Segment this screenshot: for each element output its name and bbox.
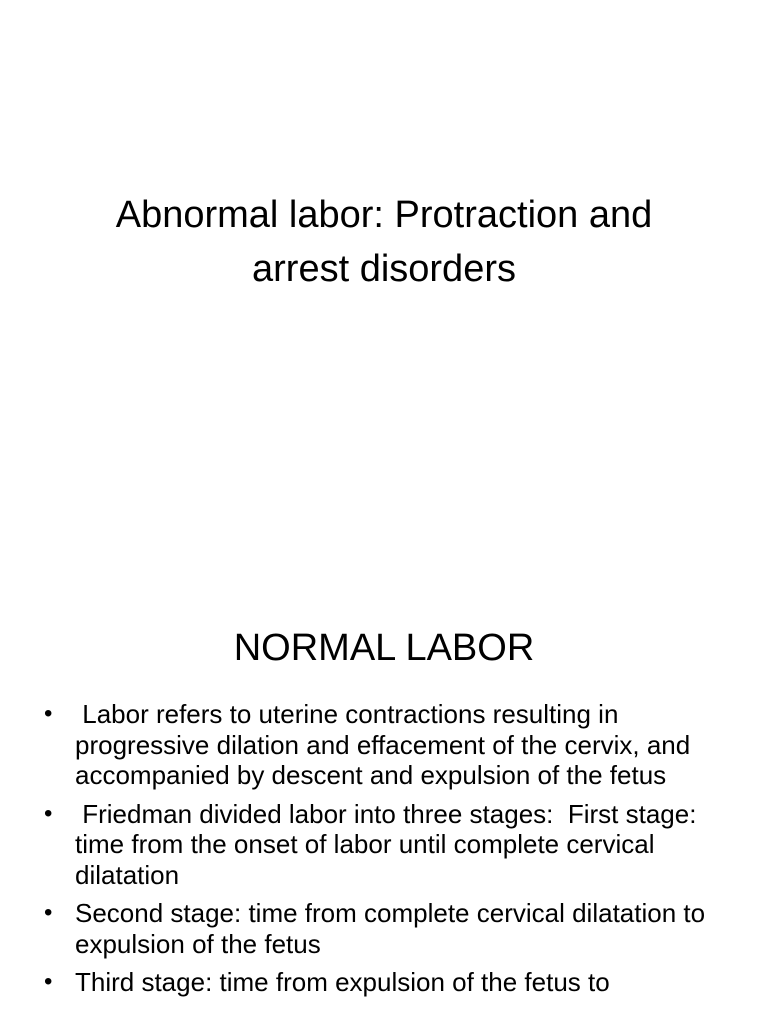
slide-title bbox=[40, 188, 728, 296]
bullet-item bbox=[40, 898, 730, 959]
bullet-icon: • bbox=[44, 700, 53, 727]
slide-title-line-2: arrest disorders bbox=[252, 248, 516, 290]
bullet-icon: • bbox=[44, 968, 53, 995]
bullet-item bbox=[40, 799, 730, 891]
bullet-item bbox=[40, 699, 730, 791]
bullet-icon: • bbox=[44, 899, 53, 926]
bullet-text: Third stage: time from expulsion of the fetus to bbox=[75, 967, 610, 997]
bullet-text: Labor refers to uterine contractions resulting in progressive dilation and effacement of the cervix, and accompanied by descent and expulsion of the fetus bbox=[75, 699, 698, 790]
bullet-icon: • bbox=[44, 799, 53, 827]
bullet-text: Second stage: time from complete cervical dilatation to expulsion of the fetus bbox=[75, 898, 706, 959]
bullet-list bbox=[40, 699, 730, 1006]
bullet-text: Friedman divided labor into three stages: First stage: time from the onset of labor until complete cervical dilatation bbox=[75, 798, 704, 890]
section-heading: NORMAL LABOR bbox=[233, 627, 535, 669]
bullet-item bbox=[40, 967, 730, 998]
slide-title-line-1: Abnormal labor: Protraction and bbox=[115, 194, 653, 236]
